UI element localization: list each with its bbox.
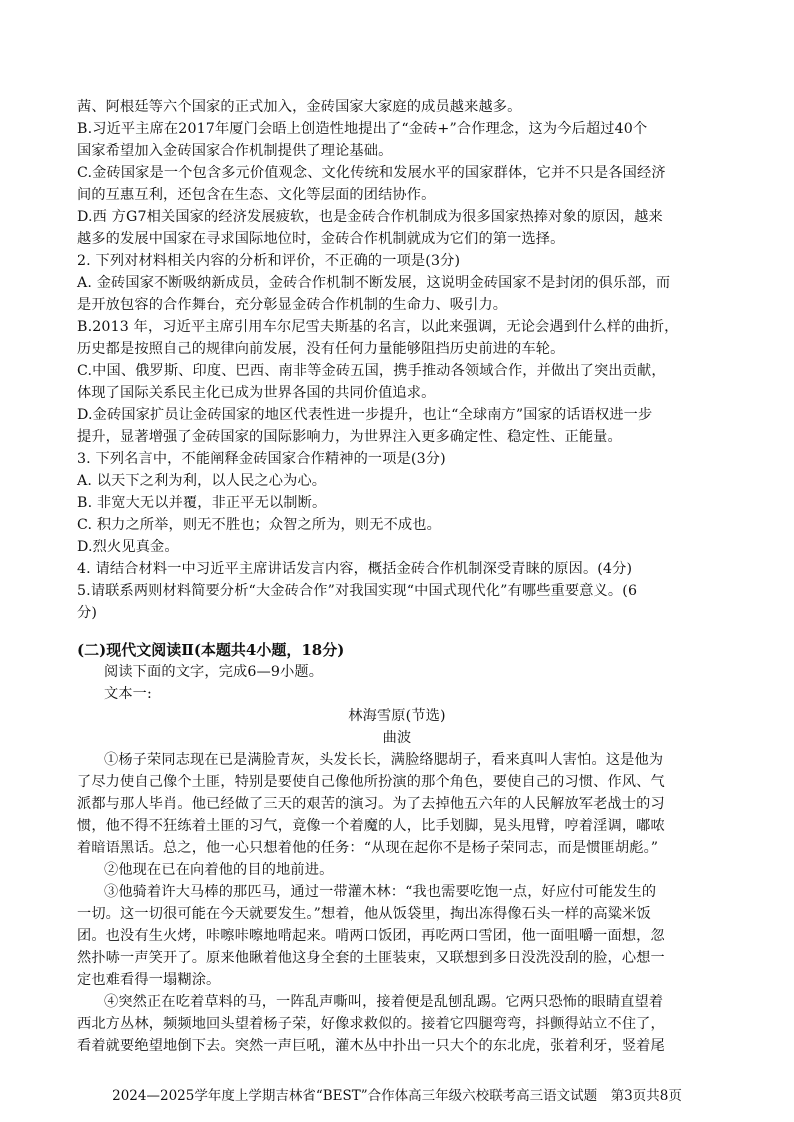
- text-line: 茜、阿根廷等六个国家的正式加入，金砖国家大家庭的成员越来越多。: [77, 99, 522, 115]
- option-d: D.西 方G7相关国家的经济发展疲软，也是金砖合作机制成为很多国家热捧对象的原因，越来: [77, 209, 663, 225]
- text-line: 看着就要绝望地倒下去。突然一声巨吼，灌木丛中扑出一只大个的东北虎，张着利牙，竖着尾: [77, 1038, 665, 1054]
- question-5: 5.请联系两则材料简要分析“大金砖合作”对我国实现“中国式现代化”有哪些重要意义。(6: [77, 583, 638, 599]
- text-line: 间的互惠互利，还包含在生态、文化等层面的团结协作。: [77, 187, 436, 203]
- text-label: 文本一:: [104, 686, 152, 702]
- option-d: D.烈火见真金。: [77, 539, 179, 555]
- paragraph-3: ③他骑着许大马棒的那匹马，通过一带灌木林：“我也需要吃饱一点，好应付可能发生的: [104, 884, 657, 900]
- text-line: 一切。这一切很可能在今天就要发生。”想着，他从饭袋里，掏出冻得像石头一样的高粱米饭: [77, 906, 651, 922]
- page-footer: 2024—2025学年度上学期吉林省“BEST”合作体高三年级六校联考高三语文试题 第3页共8页: [112, 1088, 682, 1104]
- option-c: C. 积力之所举，则无不胜也；众智之所为，则无不成也。: [77, 517, 441, 533]
- text-line: 国家希望加入金砖国家合作机制提供了理论基础。: [77, 143, 393, 159]
- text-line: 团。也没有生火烤，咔嚓咔嚓地啃起来。啃两口饭团，再吃两口雪团，他一面咀嚼一面想，忽: [77, 928, 665, 944]
- section-title: (二)现代文阅读Ⅱ(本题共4小题，18分): [77, 641, 345, 659]
- text-line: 分): [77, 605, 98, 621]
- text-line: 惯，他不得不狂练着土匪的习气，竟像一个着魔的人，比手划脚，晃头甩臂，哼着淫调，嘟哝: [77, 818, 665, 834]
- option-b: B.2013 年，习近平主席引用车尔尼雪夫斯基的名言，以此来强调，无论会遇到什么样的曲折，: [77, 319, 679, 335]
- text-line: 了尽力使自己像个土匪，特别是要使自己像他所扮演的那个角色，要使自己的习惯、作风、气: [77, 774, 665, 790]
- text-line: 越多的发展中国家在寻求国际地位时，金砖合作机制就成为它们的第一选择。: [77, 231, 565, 247]
- paragraph-2: ②他现在已在向着他的目的地前进。: [104, 862, 334, 878]
- text-line: 然扑哧一声笑开了。原来他瞅着他这身全套的土匪装束，又联想到多日没洗没刮的脸，心想一: [77, 950, 665, 966]
- option-b: B. 非宽大无以并覆，非正平无以制断。: [77, 495, 327, 511]
- option-b: B.习近平主席在2017年厦门会晤上创造性地提出了“金砖+”合作理念，这为今后超过40个: [77, 121, 648, 137]
- text-line: 着暗语黑话。总之，他一心只想着他的任务：“从现在起你不是杨子荣同志，而是惯匪胡彪。”: [77, 840, 659, 856]
- question-2: 2. 下列对材料相关内容的分析和评价，不正确的一项是(3分): [77, 253, 461, 269]
- text-line: 体现了国际关系民主化已成为世界各国的共同价值追求。: [77, 385, 436, 401]
- paragraph-1: ①杨子荣同志现在已是满脸青灰，头发长长，满脸络腮胡子，看来真叫人害怕。这是他为: [104, 752, 664, 768]
- text-line: 西北方丛林，频频地回头望着杨子荣，好像求救似的。接着它四腿弯弯，抖颤得站立不住了，: [77, 1016, 665, 1032]
- option-a: A. 金砖国家不断吸纳新成员，金砖合作机制不断发展，这说明金砖国家不是封闭的俱乐部，而: [77, 275, 671, 291]
- text-line: 是开放包容的合作舞台，充分彰显金砖合作机制的生命力、吸引力。: [77, 297, 508, 313]
- paragraph-4: ④突然正在吃着草料的马，一阵乱声嘶叫，接着便是乱刨乱踢。它两只恐怖的眼睛直望着: [104, 994, 664, 1010]
- option-a: A. 以天下之利为利，以人民之心为心。: [77, 473, 327, 489]
- text-line: 派都与那人毕肖。他已经做了三天的艰苦的演习。为了去掉他五六年的人民解放军老战士的习: [77, 796, 665, 812]
- option-d: D.金砖国家扩员让金砖国家的地区代表性进一步提升，也让“全球南方”国家的话语权进一步: [77, 407, 653, 423]
- question-4: 4. 请结合材料一中习近平主席讲话发言内容，概括金砖合作机制深受青睐的原因。(4分): [77, 561, 633, 577]
- text-line: 提升，显著增强了金砖国家的国际影响力，为世界注入更多确定性、稳定性、正能量。: [77, 429, 622, 445]
- article-title: 林海雪原(节选): [348, 708, 446, 724]
- question-3: 3. 下列名言中，不能阐释金砖国家合作精神的一项是(3分): [77, 451, 446, 467]
- instruction: 阅读下面的文字，完成6—9小题。: [104, 664, 324, 680]
- text-line: 定也难看得一塌糊涂。: [77, 972, 221, 988]
- option-c: C.金砖国家是一个包含多元价值观念、文化传统和发展水平的国家群体，它并不只是各国经济: [77, 165, 666, 181]
- option-c: C.中国、俄罗斯、印度、巴西、南非等金砖五国，携手推动各领域合作，并做出了突出贡献，: [77, 363, 666, 379]
- article-author: 曲波: [382, 730, 412, 746]
- text-line: 历史都是按照自己的规律向前发展，没有任何力量能够阻挡历史前进的车轮。: [77, 341, 565, 357]
